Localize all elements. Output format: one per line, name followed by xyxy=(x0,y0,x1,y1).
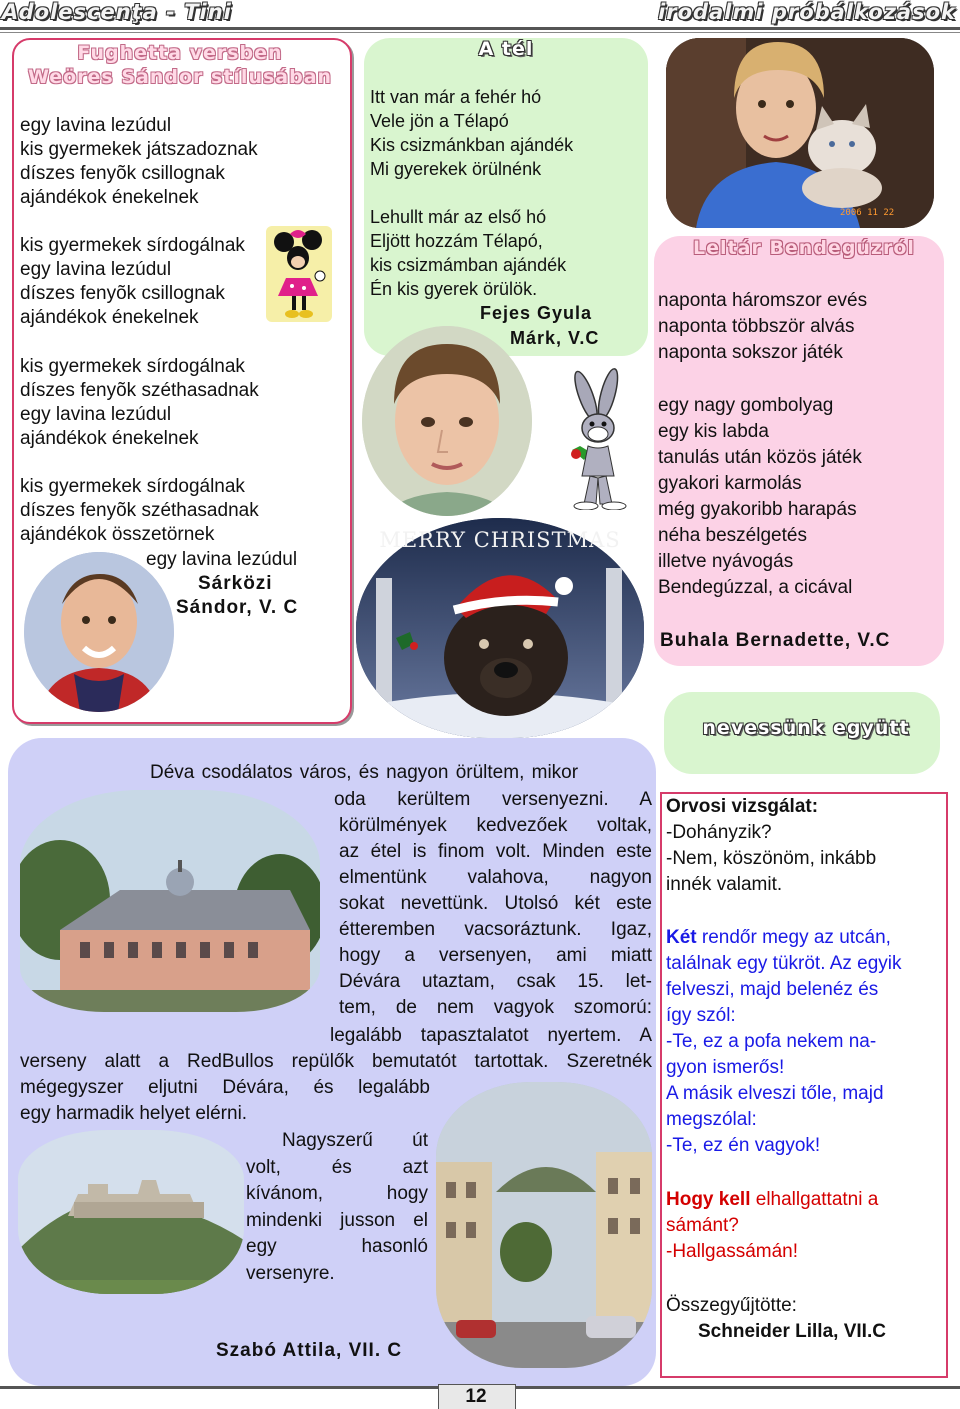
joke-line: -Te, ez én vagyok! xyxy=(666,1135,821,1156)
tel-stanza-1 xyxy=(370,85,573,181)
joke-text: elhallgattatni a xyxy=(750,1189,879,1210)
text-line: volt, és azt xyxy=(246,1156,428,1178)
minnie-mouse-sticker xyxy=(266,226,332,322)
poem-line: Lehullt már az első hó xyxy=(370,207,547,227)
tel-stanza-2 xyxy=(370,205,566,301)
poem-line: Mi gyerekek örülnénk xyxy=(370,159,542,179)
header-left: Adolescenţa - Tini xyxy=(2,0,232,24)
deva-wrap-2 xyxy=(246,1128,428,1287)
text-line: Dévára utaztam, csak 15. let- xyxy=(339,971,652,992)
fughetta-author-line2: Sándor, V. C xyxy=(176,597,299,618)
deva-line-d: mégegyszer eljutni Dévára, és legalább xyxy=(20,1077,430,1098)
joke-line: -Nem, köszönöm, inkább xyxy=(666,848,877,869)
joke-line: -Te, ez a pofa nekem na- xyxy=(666,1031,877,1052)
fughetta-stanza-3 xyxy=(20,355,259,451)
deva-line-e: egy harmadik helyet elérni. xyxy=(20,1103,248,1124)
poem-line: kis gyermekek sírdogálnak xyxy=(20,356,245,377)
deva-line-1: Déva csodálatos város, és nagyon örültem, mikor xyxy=(150,762,579,783)
poem-line: díszes fenyõk csillognak xyxy=(20,283,225,304)
text-line: az étel is finom volt. Minden este xyxy=(339,841,652,862)
header-right: irodalmi próbálkozások xyxy=(658,0,956,24)
poem-line: egy lavina lezúdul xyxy=(20,259,172,280)
poem-line: egy lavina lezúdul xyxy=(20,404,172,425)
street-photo xyxy=(436,1082,652,1368)
deva-author: Szabó Attila, VII. C xyxy=(216,1340,403,1361)
bunny-cartoon-sticker xyxy=(556,368,642,510)
christmas-caption: MERRY CHRISTMAS xyxy=(379,528,621,552)
poem-line: ajándékok összetörnek xyxy=(20,524,215,545)
joke-line: találnak egy tükröt. Az egyik xyxy=(666,953,902,974)
poem-line: egy kis labda xyxy=(658,421,769,442)
joke-3 xyxy=(666,1187,878,1265)
joke-title: Orvosi vizsgálat: xyxy=(666,796,819,817)
poem-line: Én kis gyerek örülök. xyxy=(370,279,538,299)
joke-line: -Dohányzik? xyxy=(666,822,772,843)
poem-line: egy lavina lezúdul xyxy=(20,115,172,136)
girl-with-cat-photo xyxy=(666,38,934,228)
poem-line: kis gyermekek játszadoznak xyxy=(20,139,258,160)
boy-portrait-photo xyxy=(24,552,174,712)
header-rule-thin xyxy=(0,32,960,33)
poem-line: egy nagy gombolyag xyxy=(658,395,834,416)
joke-line xyxy=(666,1187,878,1213)
deva-line-c: verseny alatt a RedBullos repülők bemutatót tartottak. Szeretnék xyxy=(20,1051,652,1072)
joke-2 xyxy=(666,925,902,1159)
poem-line: ajándékok énekelnek xyxy=(20,428,199,449)
tel-author-line1: Fejes Gyula xyxy=(480,303,593,323)
poem-line: tanulás után közös játék xyxy=(658,447,862,468)
jokes-title: nevessünk együtt xyxy=(702,717,910,739)
poem-line: kis gyermekek sírdogálnak xyxy=(20,235,245,256)
joke-text: rendőr megy az utcán, xyxy=(696,927,891,948)
text-line: kívánom, hogy xyxy=(246,1183,428,1204)
text-line: versenyre. xyxy=(246,1262,335,1284)
castle-photo xyxy=(18,1130,244,1294)
joke-line: így szól: xyxy=(666,1005,736,1026)
text-line: tem, de nem vagyok szomorú: xyxy=(339,997,652,1018)
poem-line: gyakori karmolás xyxy=(658,473,802,494)
poem-line: Kis csizmánkban ajándék xyxy=(370,135,574,155)
joke-line: felveszi, majd belenéz és xyxy=(666,979,879,1000)
fughetta-title-line1: Fughetta versben xyxy=(77,42,283,64)
text-line: Nagyszerű út xyxy=(282,1130,428,1151)
poem-line: kis csizmámban ajándék xyxy=(370,255,567,275)
text-line: mindenki jusson el xyxy=(246,1209,428,1231)
poem-line: naponta háromszor evés xyxy=(658,290,868,311)
text-line: egy hasonló xyxy=(246,1236,428,1257)
joke-line xyxy=(666,925,902,951)
fughetta-title-line2: Weöres Sándor stílusában xyxy=(27,66,333,88)
poem-line: naponta sokszor játék xyxy=(658,342,843,363)
joke-1 xyxy=(666,794,876,898)
poem-line: Vele jön a Télapó xyxy=(370,111,509,131)
poem-line: még gyakoribb harapás xyxy=(658,499,857,520)
text-line: étteremben vacsoráztunk. Igaz, xyxy=(339,919,652,940)
joke-line: sámánt? xyxy=(666,1215,739,1236)
joke-line: gyon ismerős! xyxy=(666,1057,785,1078)
poem-line: kis gyermekek sírdogálnak xyxy=(20,476,245,497)
joke-emphasis: Két xyxy=(666,927,697,948)
fughetta-last-line: egy lavina lezúdul xyxy=(146,549,298,570)
leltar-stanza-1 xyxy=(658,288,867,366)
page-number: 12 xyxy=(465,1386,487,1407)
fughetta-title xyxy=(20,41,340,89)
poem-line: Bendegúzzal, a cicával xyxy=(658,577,853,598)
leltar-author: Buhala Bernadette, V.C xyxy=(660,630,891,651)
poem-line: Eljött hozzám Télapó, xyxy=(370,231,543,251)
boy-portrait-photo-2 xyxy=(362,326,532,516)
jokes-compiler: Schneider Lilla, VII.C xyxy=(698,1321,886,1342)
fughetta-stanza-2 xyxy=(20,234,245,330)
text-line: hogy a versenyen, ami miatt xyxy=(339,945,652,966)
text-line: körülmények kedvezőek voltak, xyxy=(339,815,652,836)
poem-line: néha beszélgetés xyxy=(658,525,807,546)
poem-line: Itt van már a fehér hó xyxy=(370,87,542,107)
fughetta-stanza-1 xyxy=(20,114,258,210)
tel-author-line2: Márk, V.C xyxy=(510,328,600,348)
fughetta-author-line1: Sárközi xyxy=(198,573,273,594)
poem-line: ajándékok énekelnek xyxy=(20,307,199,328)
deva-wrap-1 xyxy=(334,787,652,1021)
leltar-stanza-2 xyxy=(658,393,862,601)
text-line: oda kerültem versenyezni. A xyxy=(334,789,652,810)
poem-line: illetve nyávogás xyxy=(658,551,794,572)
building-photo xyxy=(20,790,320,1012)
leltar-title: Leltár Bendegúzról xyxy=(693,237,915,259)
jokes-compiler-label: Összegyűjtötte: xyxy=(666,1295,797,1316)
joke-line: megszólal: xyxy=(666,1109,757,1130)
photo-date-stamp: 2006 11 22 xyxy=(840,208,895,218)
text-line: elmentünk valahova, nagyon xyxy=(339,867,652,888)
poem-line: díszes fenyõk csillognak xyxy=(20,163,225,184)
poem-line: naponta többször alvás xyxy=(658,316,855,337)
joke-emphasis: Hogy kell xyxy=(666,1189,751,1210)
poem-line: díszes fenyõk széthasadnak xyxy=(20,500,259,521)
joke-line: innék valamit. xyxy=(666,874,783,895)
fughetta-stanza-4 xyxy=(20,475,259,547)
joke-line: A másik elveszi tőle, majd xyxy=(666,1083,884,1104)
joke-line: -Hallgassámán! xyxy=(666,1241,798,1262)
deva-line-b: legalább tapasztalatot nyertem. A xyxy=(330,1025,652,1046)
tel-title: A tél xyxy=(478,38,534,60)
poem-line: díszes fenyõk széthasadnak xyxy=(20,380,259,401)
header-rule xyxy=(0,27,960,30)
text-line: sokat nevettünk. Utolsó két este xyxy=(339,893,652,914)
poem-line: ajándékok énekelnek xyxy=(20,187,199,208)
